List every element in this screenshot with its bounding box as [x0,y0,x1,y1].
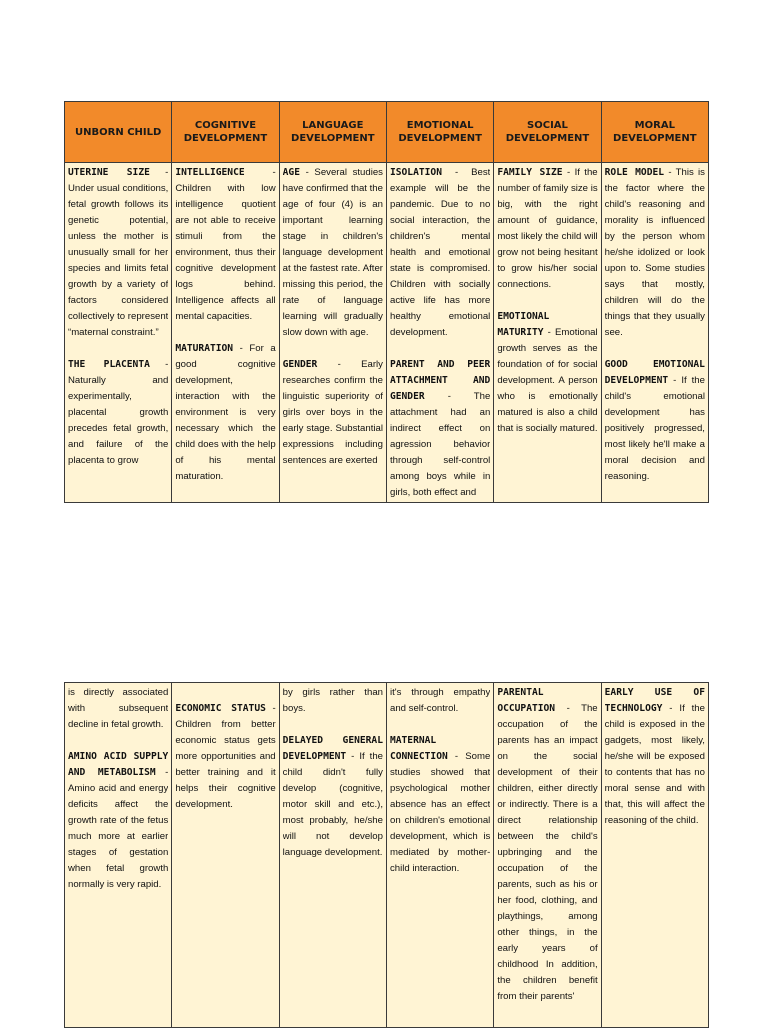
factor-term: FAMILY SIZE [497,167,563,178]
factor-text: - If the child didn't fully develop (cognitive, motor skill and etc.), most probably, he/she will not develop language development. [282,751,383,858]
factor-paragraph [605,685,705,829]
factor-text: - Several studies have confirmed that the age of four (4) is an important learning stage in children's language development at the fastest rate. After missing this period, the rate of language learning will gradually slow down with age. [282,167,383,338]
factor-paragraph [68,165,168,341]
factor-paragraph [175,165,275,325]
header-unborn-child: UNBORN CHILD [65,102,172,163]
cell-cognitive [172,163,279,503]
development-factors-table-page-2 [64,682,709,1028]
factor-term: MATERNAL CONNECTION [389,735,448,762]
factor-text: - If the child's emotional development has positively progressed, most likely he'll make a moral decision and reasoning. [604,375,705,482]
factor-term: MATURATION [175,343,234,354]
cell-moral [601,683,708,1028]
cell-emotional [386,683,493,1028]
factor-term: AGE [282,167,300,178]
factor-term: GENDER [282,359,318,370]
factor-paragraph [283,733,383,861]
factor-term: DELAYED GENERAL DEVELOPMENT [282,735,383,762]
factor-term: ROLE MODEL [604,167,665,178]
factor-term: EARLY USE OF TECHNOLOGY [604,687,705,714]
factor-text: is directly associated with subsequent decline in fetal growth. [68,687,169,730]
cell-language [279,683,386,1028]
cell-language [279,163,386,503]
factor-term: PARENTAL OCCUPATION [497,687,556,714]
cell-cognitive [172,683,279,1028]
factor-paragraph [605,357,705,485]
factor-paragraph [68,685,168,733]
cell-unborn-child [65,683,172,1028]
factor-paragraph [605,165,705,341]
spacer [175,685,275,701]
header-social-development: SOCIAL DEVELOPMENT [494,102,601,163]
factor-paragraph [497,165,597,293]
header-row [65,102,709,163]
factor-text: - For a good cognitive development, interaction with the environment is very necessary which the child does with the help of his mental maturation. [175,343,276,482]
factor-paragraph [497,685,597,1005]
factor-text: - The attachment had an indirect effect on agression behavior through self-control among boys while in girls, both effect and [389,391,491,498]
table-row [65,683,709,1028]
factor-paragraph [497,309,597,437]
cell-moral [601,163,708,503]
header-cognitive-development: COGNITIVE DEVELOPMENT [172,102,279,163]
factor-paragraph [68,749,168,893]
header-emotional-development: EMOTIONAL DEVELOPMENT [386,102,493,163]
factor-paragraph [390,357,490,501]
factor-paragraph [390,685,490,717]
factor-text: - If the number of family size is big, with the right amount of guidance, most likely the child will grow not being hesitant to grow his/her social connections. [497,167,598,290]
factor-text: - Children with low intelligence quotient are not able to receive stimuli from the environment, thus their cognitive development logs behind. Intelligence affects all mental capacities. [175,167,276,322]
cell-social [494,683,601,1028]
factor-text: - The occupation of the parents has an impact on the social development of their children, either directly or indirectly. There is a direct relationship between the child's upbringing and the occupation of the parents, such as his or her food, clothing, and playthings, among other things, in the early years of childhood In addition, the children benefit from their parents' [497,703,598,1002]
cell-social [494,163,601,503]
factor-term: UTERINE SIZE [68,167,150,178]
factor-paragraph [283,685,383,717]
factor-paragraph [283,165,383,341]
header-language-development: LANGUAGE DEVELOPMENT [279,102,386,163]
factor-text: - Emotional growth serves as the foundation of for social development. A person who is emotionally matured is also a child that is socially matured. [497,327,598,434]
factor-text: by girls rather than boys. [282,687,383,714]
factor-text: - This is the factor where the child's reasoning and morality is influenced by the person whom he/she idolized or look upon to. Some studies says that mostly, children will do the things that they usually see. [604,167,705,338]
factor-text: - Some studies showed that psychological mother absence has an effect on children's emotional development, which is mediated by mother-child interaction. [389,751,491,874]
cell-emotional [386,163,493,503]
factor-term: AMINO ACID SUPPLY AND METABOLISM [68,751,169,778]
factor-paragraph [390,733,490,877]
factor-text: - Best example will be the pandemic. Due to no social interaction, the children's mental health and emotional state is compromised. Children with socially active life has more healthy emotional development. [389,167,491,338]
factor-text: - Naturally and experimentally, placental growth precedes fetal growth, and failure of the placenta to grow [68,359,169,466]
factor-term: THE PLACENTA [68,359,150,370]
factor-term: GOOD EMOTIONAL DEVELOPMENT [604,359,705,386]
factor-paragraph [175,701,275,813]
factor-text: - Early researches confirm the linguistic superiority of girls over boys in the early stage. Substantial expressions including sentences are exerted [282,359,383,466]
header-moral-development: MORAL DEVELOPMENT [601,102,708,163]
table-row [65,163,709,503]
factor-text: it's through empathy and self-control. [389,687,491,714]
factor-text: - Amino acid and energy deficits affect the growth rate of the fetus much more at earlier stages of gestation when fetal growth normally is very rapid. [68,767,169,890]
factor-term: EMOTIONAL MATURITY [497,311,550,338]
cell-unborn-child [65,163,172,503]
factor-term: ISOLATION [389,167,442,178]
factor-paragraph [68,357,168,469]
factor-term: PARENT AND PEER ATTACHMENT AND GENDER [389,359,491,402]
factor-text: - Children from better economic status gets more opportunities and better training and it helps their cognitive development. [175,703,276,810]
factor-term: ECONOMIC STATUS [175,703,266,714]
factor-paragraph [283,357,383,469]
factor-paragraph [175,341,275,485]
factor-text: - Under usual conditions, fetal growth follows its genetic potential, unless the mother is unusually small for her species and limits fetal growth by a variety of factors considered collectively to represent “maternal constraint.” [68,167,169,338]
development-factors-table-page-1 [64,101,709,503]
factor-paragraph [390,165,490,341]
factor-term: INTELLIGENCE [175,167,245,178]
factor-text: - If the child is exposed in the gadgets, most likely, he/she will be exposed to contents that has no moral sense and with that, this will affect the reasoning of the child. [604,703,705,826]
